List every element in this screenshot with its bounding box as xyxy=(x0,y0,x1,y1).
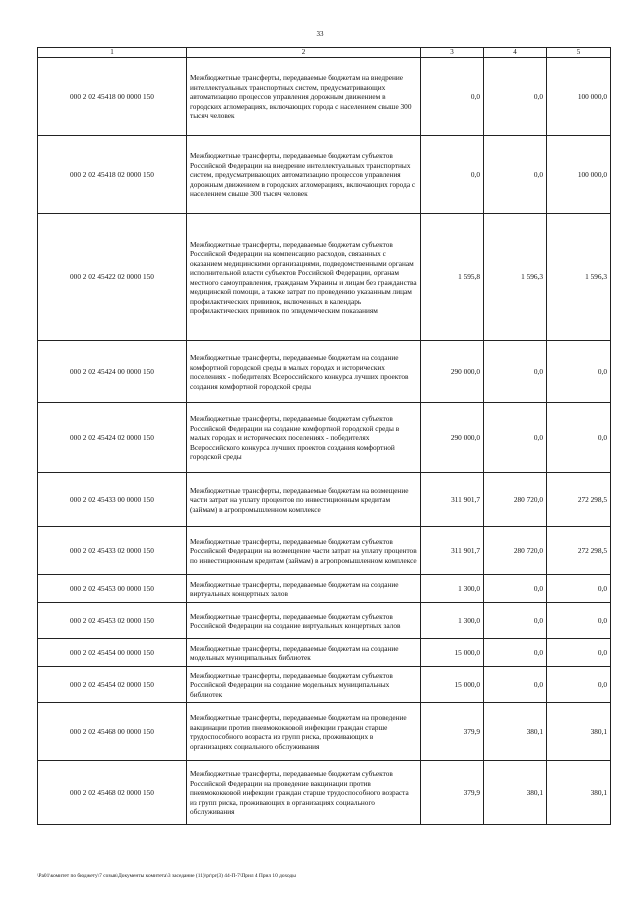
amount-col3-cell: 0,0 xyxy=(421,136,484,214)
amount-col3-cell: 311 901,7 xyxy=(421,527,484,575)
amount-col3-cell: 15 000,0 xyxy=(421,667,484,703)
amount-col5-cell: 272 298,5 xyxy=(547,527,611,575)
amount-col4-cell: 1 596,3 xyxy=(484,214,547,341)
amount-col4-cell: 0,0 xyxy=(484,603,547,639)
column-header-2: 2 xyxy=(187,48,421,58)
revenue-code-cell: 000 2 02 45454 00 0000 150 xyxy=(38,639,187,667)
revenue-code-cell: 000 2 02 45454 02 0000 150 xyxy=(38,667,187,703)
amount-col5-cell: 0,0 xyxy=(547,341,611,403)
amount-col4-cell: 0,0 xyxy=(484,58,547,136)
amount-col3-cell: 1 300,0 xyxy=(421,575,484,603)
table-row xyxy=(38,136,611,214)
amount-col3-cell: 379,9 xyxy=(421,703,484,761)
table-row xyxy=(38,527,611,575)
amount-col4-cell: 0,0 xyxy=(484,575,547,603)
description-cell: Межбюджетные трансферты, передаваемые бюджетам на создание модельных муниципальных библиотек xyxy=(187,639,421,667)
description-cell: Межбюджетные трансферты, передаваемые бюджетам субъектов Российской Федерации на создание комфортной городской среды в малых городах и исторических поселениях - победителях Всероссийского конкурса лучших проектов создания комфортной городской среды xyxy=(187,403,421,473)
table-row xyxy=(38,341,611,403)
description-cell: Межбюджетные трансферты, передаваемые бюджетам на создание виртуальных концертных залов xyxy=(187,575,421,603)
amount-col3-cell: 290 000,0 xyxy=(421,341,484,403)
table-row xyxy=(38,473,611,527)
amount-col5-cell: 0,0 xyxy=(547,667,611,703)
amount-col4-cell: 0,0 xyxy=(484,403,547,473)
budget-table xyxy=(37,47,611,825)
amount-col5-cell: 1 596,3 xyxy=(547,214,611,341)
amount-col5-cell: 0,0 xyxy=(547,575,611,603)
amount-col3-cell: 1 300,0 xyxy=(421,603,484,639)
table-row xyxy=(38,761,611,825)
revenue-code-cell: 000 2 02 45453 00 0000 150 xyxy=(38,575,187,603)
column-header-1: 1 xyxy=(38,48,187,58)
table-body xyxy=(38,58,611,825)
revenue-code-cell: 000 2 02 45418 02 0000 150 xyxy=(38,136,187,214)
table-row xyxy=(38,575,611,603)
column-number-row xyxy=(38,48,611,58)
amount-col4-cell: 380,1 xyxy=(484,703,547,761)
description-cell: Межбюджетные трансферты, передаваемые бюджетам субъектов Российской Федерации на внедрение интеллектуальных транспортных систем, предусматривающих автоматизацию процессов управления дорожным движением в городских агломерациях, включающих города с населением свыше 300 тысяч человек xyxy=(187,136,421,214)
page-number: 33 xyxy=(316,30,324,38)
table-row xyxy=(38,58,611,136)
footer-file-path: \Pa01\комитет по бюджету\7 созыв\Документы комитета\3 заседание (11)\pr\pr(3) 44-П-7\Прил 4 Прил 10 доходы xyxy=(37,873,296,879)
amount-col3-cell: 0,0 xyxy=(421,58,484,136)
table-row xyxy=(38,639,611,667)
amount-col3-cell: 290 000,0 xyxy=(421,403,484,473)
amount-col5-cell: 100 000,0 xyxy=(547,58,611,136)
description-cell: Межбюджетные трансферты, передаваемые бюджетам на внедрение интеллектуальных транспортных систем, предусматривающих автоматизацию процессов управления дорожным движением в городских агломерациях, включающих города с населением свыше 300 тысяч человек xyxy=(187,58,421,136)
description-cell: Межбюджетные трансферты, передаваемые бюджетам субъектов Российской Федерации на проведение вакцинации против пневмококковой инфекции граждан старше трудоспособного возраста из групп риска, проживающих в организациях социального обслуживания xyxy=(187,761,421,825)
amount-col3-cell: 1 595,8 xyxy=(421,214,484,341)
amount-col3-cell: 379,9 xyxy=(421,761,484,825)
revenue-code-cell: 000 2 02 45424 00 0000 150 xyxy=(38,341,187,403)
revenue-code-cell: 000 2 02 45433 00 0000 150 xyxy=(38,473,187,527)
amount-col3-cell: 15 000,0 xyxy=(421,639,484,667)
revenue-code-cell: 000 2 02 45453 02 0000 150 xyxy=(38,603,187,639)
table-row xyxy=(38,214,611,341)
amount-col5-cell: 0,0 xyxy=(547,403,611,473)
revenue-code-cell: 000 2 02 45468 02 0000 150 xyxy=(38,761,187,825)
revenue-code-cell: 000 2 02 45468 00 0000 150 xyxy=(38,703,187,761)
table-row xyxy=(38,603,611,639)
amount-col4-cell: 0,0 xyxy=(484,341,547,403)
description-cell: Межбюджетные трансферты, передаваемые бюджетам на проведение вакцинации против пневмококковой инфекции граждан старше трудоспособного возраста из групп риска, проживающих в организациях социального обслуживания xyxy=(187,703,421,761)
amount-col4-cell: 280 720,0 xyxy=(484,527,547,575)
column-header-3: 3 xyxy=(421,48,484,58)
amount-col4-cell: 0,0 xyxy=(484,136,547,214)
revenue-code-cell: 000 2 02 45418 00 0000 150 xyxy=(38,58,187,136)
amount-col5-cell: 0,0 xyxy=(547,603,611,639)
revenue-code-cell: 000 2 02 45424 02 0000 150 xyxy=(38,403,187,473)
table-row xyxy=(38,403,611,473)
table-row xyxy=(38,703,611,761)
amount-col4-cell: 0,0 xyxy=(484,667,547,703)
description-cell: Межбюджетные трансферты, передаваемые бюджетам субъектов Российской Федерации на компенсацию расходов, связанных с оказанием медицинскими организациями, подведомственными органам исполнительной власти субъектов Российской Федерации, органам местного самоуправления, гражданам Украины и лицам без гражданства медицинской помощи, а также затрат по проведению указанным лицам профилактических прививок, включенных в календарь профилактических прививок по эпидемическим показаниям xyxy=(187,214,421,341)
amount-col5-cell: 0,0 xyxy=(547,639,611,667)
amount-col5-cell: 100 000,0 xyxy=(547,136,611,214)
revenue-code-cell: 000 2 02 45422 02 0000 150 xyxy=(38,214,187,341)
amount-col4-cell: 380,1 xyxy=(484,761,547,825)
description-cell: Межбюджетные трансферты, передаваемые бюджетам на создание комфортной городской среды в малых городах и исторических поселениях - победителях Всероссийского конкурса лучших проектов создания комфортной городской среды xyxy=(187,341,421,403)
column-header-5: 5 xyxy=(547,48,611,58)
table-row xyxy=(38,667,611,703)
description-cell: Межбюджетные трансферты, передаваемые бюджетам на возмещение части затрат на уплату процентов по инвестиционным кредитам (займам) в агропромышленном комплексе xyxy=(187,473,421,527)
amount-col4-cell: 0,0 xyxy=(484,639,547,667)
revenue-code-cell: 000 2 02 45433 02 0000 150 xyxy=(38,527,187,575)
column-header-4: 4 xyxy=(484,48,547,58)
amount-col5-cell: 380,1 xyxy=(547,703,611,761)
description-cell: Межбюджетные трансферты, передаваемые бюджетам субъектов Российской Федерации на создание виртуальных концертных залов xyxy=(187,603,421,639)
amount-col5-cell: 272 298,5 xyxy=(547,473,611,527)
description-cell: Межбюджетные трансферты, передаваемые бюджетам субъектов Российской Федерации на создание модельных муниципальных библиотек xyxy=(187,667,421,703)
amount-col4-cell: 280 720,0 xyxy=(484,473,547,527)
amount-col5-cell: 380,1 xyxy=(547,761,611,825)
description-cell: Межбюджетные трансферты, передаваемые бюджетам субъектов Российской Федерации на возмещение части затрат на уплату процентов по инвестиционным кредитам (займам) в агропромышленном комплексе xyxy=(187,527,421,575)
amount-col3-cell: 311 901,7 xyxy=(421,473,484,527)
